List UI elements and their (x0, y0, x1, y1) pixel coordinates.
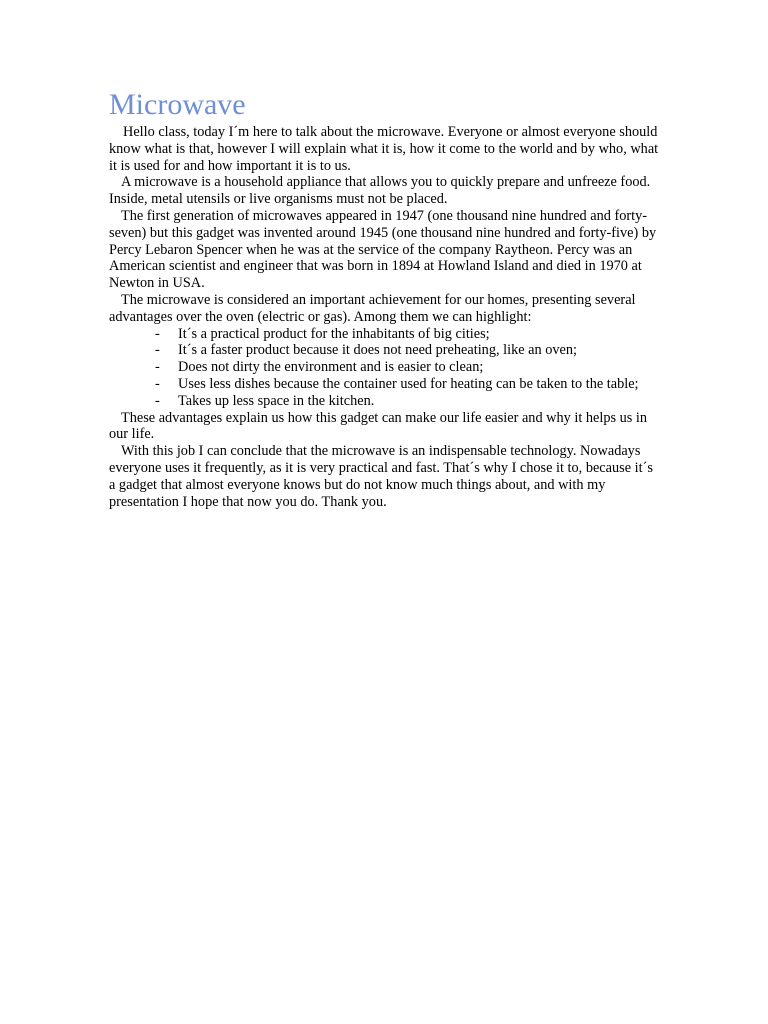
document-title: Microwave (109, 88, 246, 121)
bullet-dash: - (155, 325, 160, 342)
list-item-text: Does not dirty the environment and is easier to clean; (178, 359, 484, 376)
conclusion-paragraph: With this job I can conclude that the microwave is an indispensable technology. Nowadays everyone uses it frequently, as it is very practical and fast. That´s why I chose it to, because it´s a gadget that almost everyone knows but do not know much things about, and with my presentation I hope that now you do. Thank you. (109, 443, 653, 510)
definition-paragraph: A microwave is a household appliance that allows you to quickly prepare and unfreeze food. Inside, metal utensils or live organisms must not be placed. (109, 174, 651, 208)
list-item (109, 326, 661, 343)
list-item (109, 359, 661, 376)
list-item (109, 342, 661, 359)
list-item-text: It´s a practical product for the inhabitants of big cities; (178, 325, 490, 342)
advantages-summary-paragraph: These advantages explain us how this gadget can make our life easier and why it helps us in our life. (109, 409, 648, 443)
list-item-text: Uses less dishes because the container used for heating can be taken to the table; (178, 375, 639, 392)
history-paragraph: The first generation of microwaves appeared in 1947 (one thousand nine hundred and forty-seven) but this gadget was invented around 1945 (one thousand nine hundred and forty-five) by Percy Lebaron Spencer when he was at the service of the company Raytheon. Percy was an American scientist and engineer that was born in 1894 at Howland Island and died in 1970 at Newton in USA. (109, 207, 657, 292)
bullet-dash: - (155, 342, 160, 359)
bullet-dash: - (155, 359, 160, 376)
advantages-intro-paragraph: The microwave is considered an important achievement for our homes, presenting several advantages over the oven (electric or gas). Among them we can highlight: (109, 291, 636, 325)
list-item (109, 376, 661, 393)
bullet-dash: - (155, 375, 160, 392)
list-item (109, 393, 661, 410)
list-item-text: Takes up less space in the kitchen. (178, 392, 375, 409)
list-item-text: It´s a faster product because it does not need preheating, like an oven; (178, 342, 577, 359)
bullet-dash: - (155, 392, 160, 409)
intro-paragraph: Hello class, today I´m here to talk about the microwave. Everyone or almost everyone should know what is that, however I will explain what it is, how it come to the world and by who, what it is used for and how important it is to us. (109, 124, 659, 174)
document-page (109, 86, 661, 510)
advantages-list (109, 326, 661, 410)
